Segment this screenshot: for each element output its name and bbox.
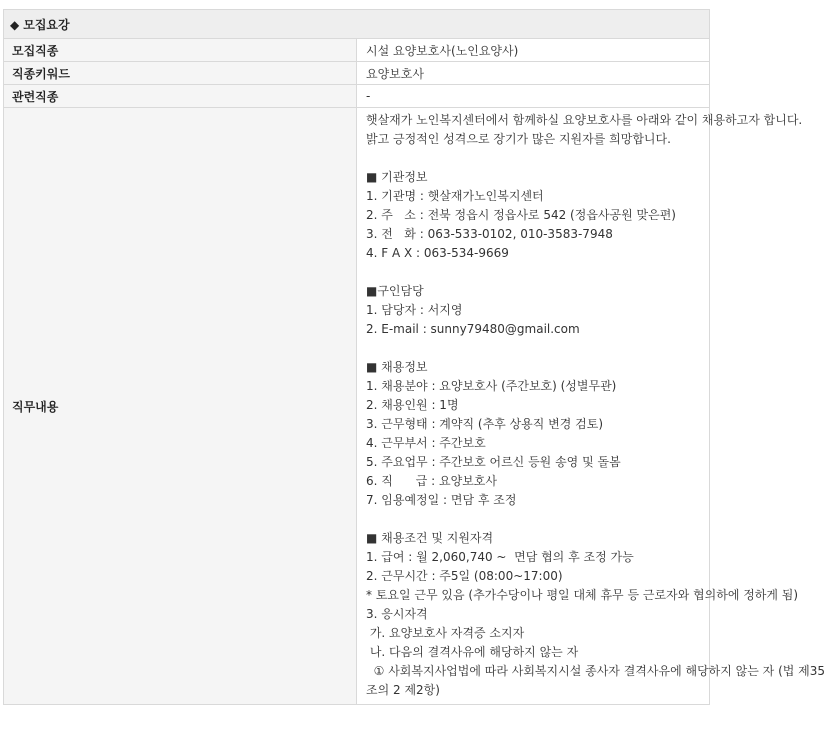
- description-line: 4. F A X : 063-534-9669: [366, 246, 509, 260]
- row-label-job-description: 직무내용: [4, 108, 357, 705]
- table-row-job-description: [4, 108, 710, 705]
- description-line: [366, 339, 703, 358]
- section-title-text: 모집요강: [23, 17, 70, 32]
- recruitment-section: [3, 9, 825, 705]
- table-row: [4, 39, 710, 62]
- description-line: 5. 주요업무 : 주간보호 어르신 등원 송영 및 돌봄: [366, 455, 621, 469]
- row-value-keyword: 요양보호사: [357, 62, 710, 85]
- description-line: 2. 주 소 : 전북 정읍시 정읍사로 542 (정읍사공원 맞은편): [366, 208, 676, 222]
- description-line: 1. 급여 : 월 2,060,740 ~ 면담 협의 후 조정 가능: [366, 550, 634, 564]
- description-line: ■구인담당: [366, 284, 424, 298]
- description-line: 7. 임용예정일 : 면담 후 조정: [366, 493, 517, 507]
- description-line: ■ 채용조건 및 지원자격: [366, 531, 494, 545]
- description-line: 2. 근무시간 : 주5일 (08:00~17:00): [366, 569, 563, 583]
- table-row: [4, 85, 710, 108]
- description-line: ■ 기관정보: [366, 170, 428, 184]
- description-line: 3. 전 화 : 063-533-0102, 010-3583-7948: [366, 227, 613, 241]
- description-line: 가. 요양보호사 자격증 소지자: [366, 626, 525, 640]
- description-line: 1. 담당자 : 서지영: [366, 303, 463, 317]
- description-line: 3. 근무형태 : 계약직 (추후 상용직 변경 검토): [366, 417, 604, 431]
- description-line: 2. 채용인원 : 1명: [366, 398, 459, 412]
- description-line: 나. 다음의 결격사유에 해당하지 않는 자: [366, 645, 579, 659]
- description-line: ■ 채용정보: [366, 360, 428, 374]
- description-line: 햇살재가 노인복지센터에서 함께하실 요양보호사를 아래와 같이 채용하고자 합니다.: [366, 113, 803, 127]
- row-label-keyword: 직종키워드: [4, 62, 357, 85]
- section-header-row: [4, 10, 710, 39]
- description-line: 조의 2 제2항): [366, 683, 440, 697]
- description-line: ① 사회복지사업법에 따라 사회복지시설 종사자 결격사유에 해당하지 않는 자 (법 제35: [366, 664, 825, 678]
- row-label-related: 관련직종: [4, 85, 357, 108]
- description-line: [366, 263, 703, 282]
- row-value-job-type: 시설 요양보호사(노인요양사): [357, 39, 710, 62]
- description-line: [366, 149, 703, 168]
- description-line: 1. 기관명 : 햇살재가노인복지센터: [366, 189, 544, 203]
- recruitment-table: [3, 9, 825, 705]
- table-row: [4, 62, 710, 85]
- row-label-job-type: 모집직종: [4, 39, 357, 62]
- description-line: * 토요일 근무 있음 (추가수당이나 평일 대체 휴무 등 근로자와 협의하에 정하게 됨): [366, 588, 799, 602]
- description-line: 1. 채용분야 : 요양보호사 (주간보호) (성별무관): [366, 379, 617, 393]
- diamond-icon: ◆: [10, 17, 20, 32]
- description-line: 밝고 긍정적인 성격으로 장기가 많은 지원자를 희망합니다.: [366, 132, 671, 146]
- section-title: [4, 10, 710, 39]
- job-description: [357, 108, 825, 705]
- description-line: 6. 직 급 : 요양보호사: [366, 474, 497, 488]
- description-line: 4. 근무부서 : 주간보호: [366, 436, 486, 450]
- row-value-related: -: [357, 85, 710, 108]
- description-line: 2. E-mail : sunny79480@gmail.com: [366, 322, 580, 336]
- description-line: [366, 510, 703, 529]
- description-line: 3. 응시자격: [366, 607, 428, 621]
